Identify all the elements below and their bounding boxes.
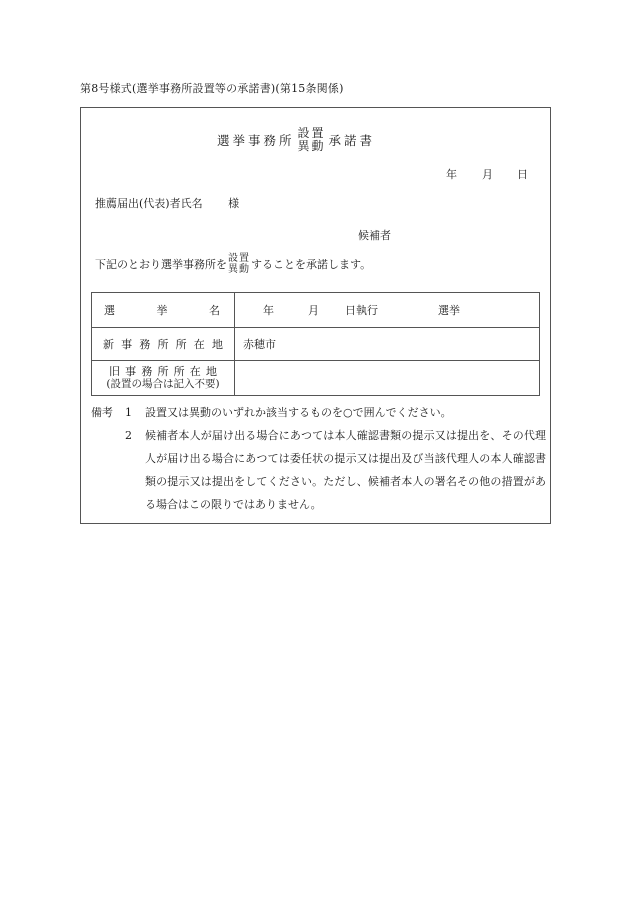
remark-text: 候補者本人が届け出る場合にあつては本人確認書類の提示又は提出を、その代理人が届け出る場合にあつては委任状の提示又は提出及び当該代理人の本人確認書類の提示又は提出をしてください。ただし、候補者本人の署名その他の措置がある場合はこの限りではありません。 — [145, 429, 546, 511]
document-title — [217, 127, 375, 153]
election-suffix: 選挙 — [438, 304, 460, 317]
table-row — [92, 328, 540, 361]
election-name-value — [235, 293, 540, 328]
statement-option-establish: 設置 — [228, 253, 250, 264]
title-option-establish: 設置 — [297, 126, 326, 140]
remark-text: 設置又は異動のいずれか該当するものを○で囲んでください。 — [145, 406, 452, 419]
election-year: 年 — [263, 304, 274, 317]
old-office-label: 旧 事 務 所 所 在 地 (設置の場合は記入不要) — [92, 361, 235, 396]
statement-option-move: 異動 — [228, 264, 250, 275]
statement-after: することを承諾します。 — [251, 258, 372, 271]
election-month: 月 — [308, 304, 319, 317]
remark-item — [91, 401, 546, 424]
election-day-exec: 日執行 — [345, 304, 378, 317]
date-day: 日 — [517, 168, 528, 181]
recommender-line — [95, 195, 239, 211]
date-year: 年 — [446, 168, 457, 181]
statement-options — [228, 253, 250, 275]
form-header: 第8号様式(選挙事務所設置等の承諾書)(第15条関係) — [80, 82, 344, 95]
table-row — [92, 293, 540, 328]
title-prefix: 選挙事務所 — [217, 133, 295, 148]
remark-item — [91, 424, 546, 516]
remarks — [91, 401, 546, 516]
table-row — [92, 361, 540, 396]
remarks-heading: 備考 — [91, 406, 113, 419]
election-name-label: 選 挙 名 — [92, 293, 235, 328]
old-office-value — [235, 361, 540, 396]
title-suffix: 承諾書 — [328, 133, 376, 148]
date-month: 月 — [482, 168, 493, 181]
recommender-label: 推薦届出(代表)者氏名 — [95, 197, 203, 210]
candidate-label: 候補者 — [358, 229, 391, 242]
title-options — [298, 127, 326, 153]
details-table — [91, 292, 540, 396]
consent-statement — [95, 253, 371, 275]
remark-number: 2 — [125, 429, 132, 442]
recommender-honorific: 様 — [228, 197, 240, 210]
statement-before: 下記のとおり選挙事務所を — [95, 258, 227, 271]
new-office-value: 赤穂市 — [235, 328, 540, 361]
old-office-sublabel: (設置の場合は記入不要) — [106, 378, 220, 390]
title-option-move: 異動 — [297, 139, 326, 153]
remark-number: 1 — [125, 406, 132, 419]
new-office-label: 新 事 務 所 所 在 地 — [92, 328, 235, 361]
